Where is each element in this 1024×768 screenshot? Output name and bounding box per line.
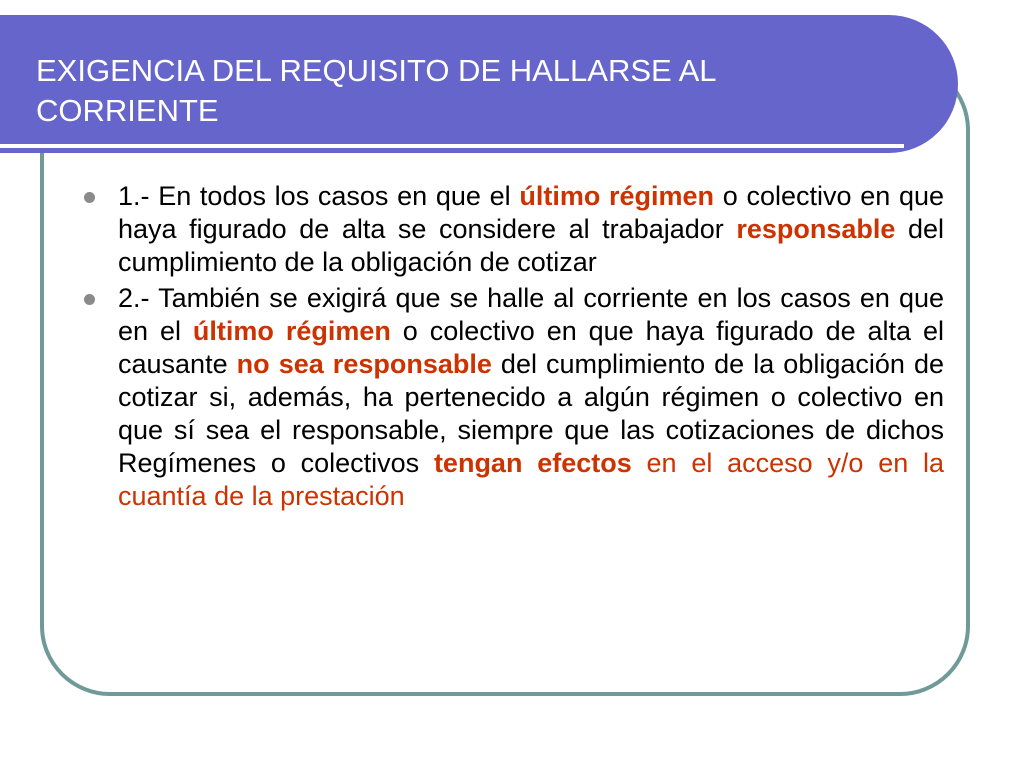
title-underline [0,144,904,148]
bullet-text-segment: del cumplimiento de la obligación de cotizar si, además, ha pertenecido a algún régimen o colectivo en que sí sea el responsable, siempre que las cotizaciones de dichos Regímenes o colectivos [118,349,944,478]
bullet-text-segment: o colectivo en que haya figurado de alta el causante [118,316,945,379]
slide-title: EXIGENCIA DEL REQUISITO DE HALLARSE AL CORRIENTE [36,53,716,128]
bullet-item [84,282,944,513]
bullet-highlight-text: último régimen [519,181,715,211]
bullet-text-segment: o colectivo en que haya figurado de alta se considere al trabajador [118,181,945,244]
bullet-item [84,180,944,279]
bullet-highlight-text: último régimen [192,316,391,346]
bullet-dot-icon [84,294,95,305]
bullet-text-segment: del cumplimiento de la obligación de cotizar [118,214,944,277]
bullet-dot-icon [84,192,95,203]
bullet-text-segment: 1.- En todos los casos en que el [118,181,520,211]
bullet-highlight-text: responsable [736,214,896,244]
title-bar [0,15,958,153]
bullet-highlight-text: tengan efectos [433,448,632,478]
bullet-red-text: en el acceso y/o en la cuantía de la prestación [118,448,945,511]
bullet-list [84,180,944,516]
bullet-highlight-text: no sea responsable [236,349,492,379]
bullet-text-segment: 2.- También se exigirá que se halle al corriente en los casos en que en el [118,283,944,346]
